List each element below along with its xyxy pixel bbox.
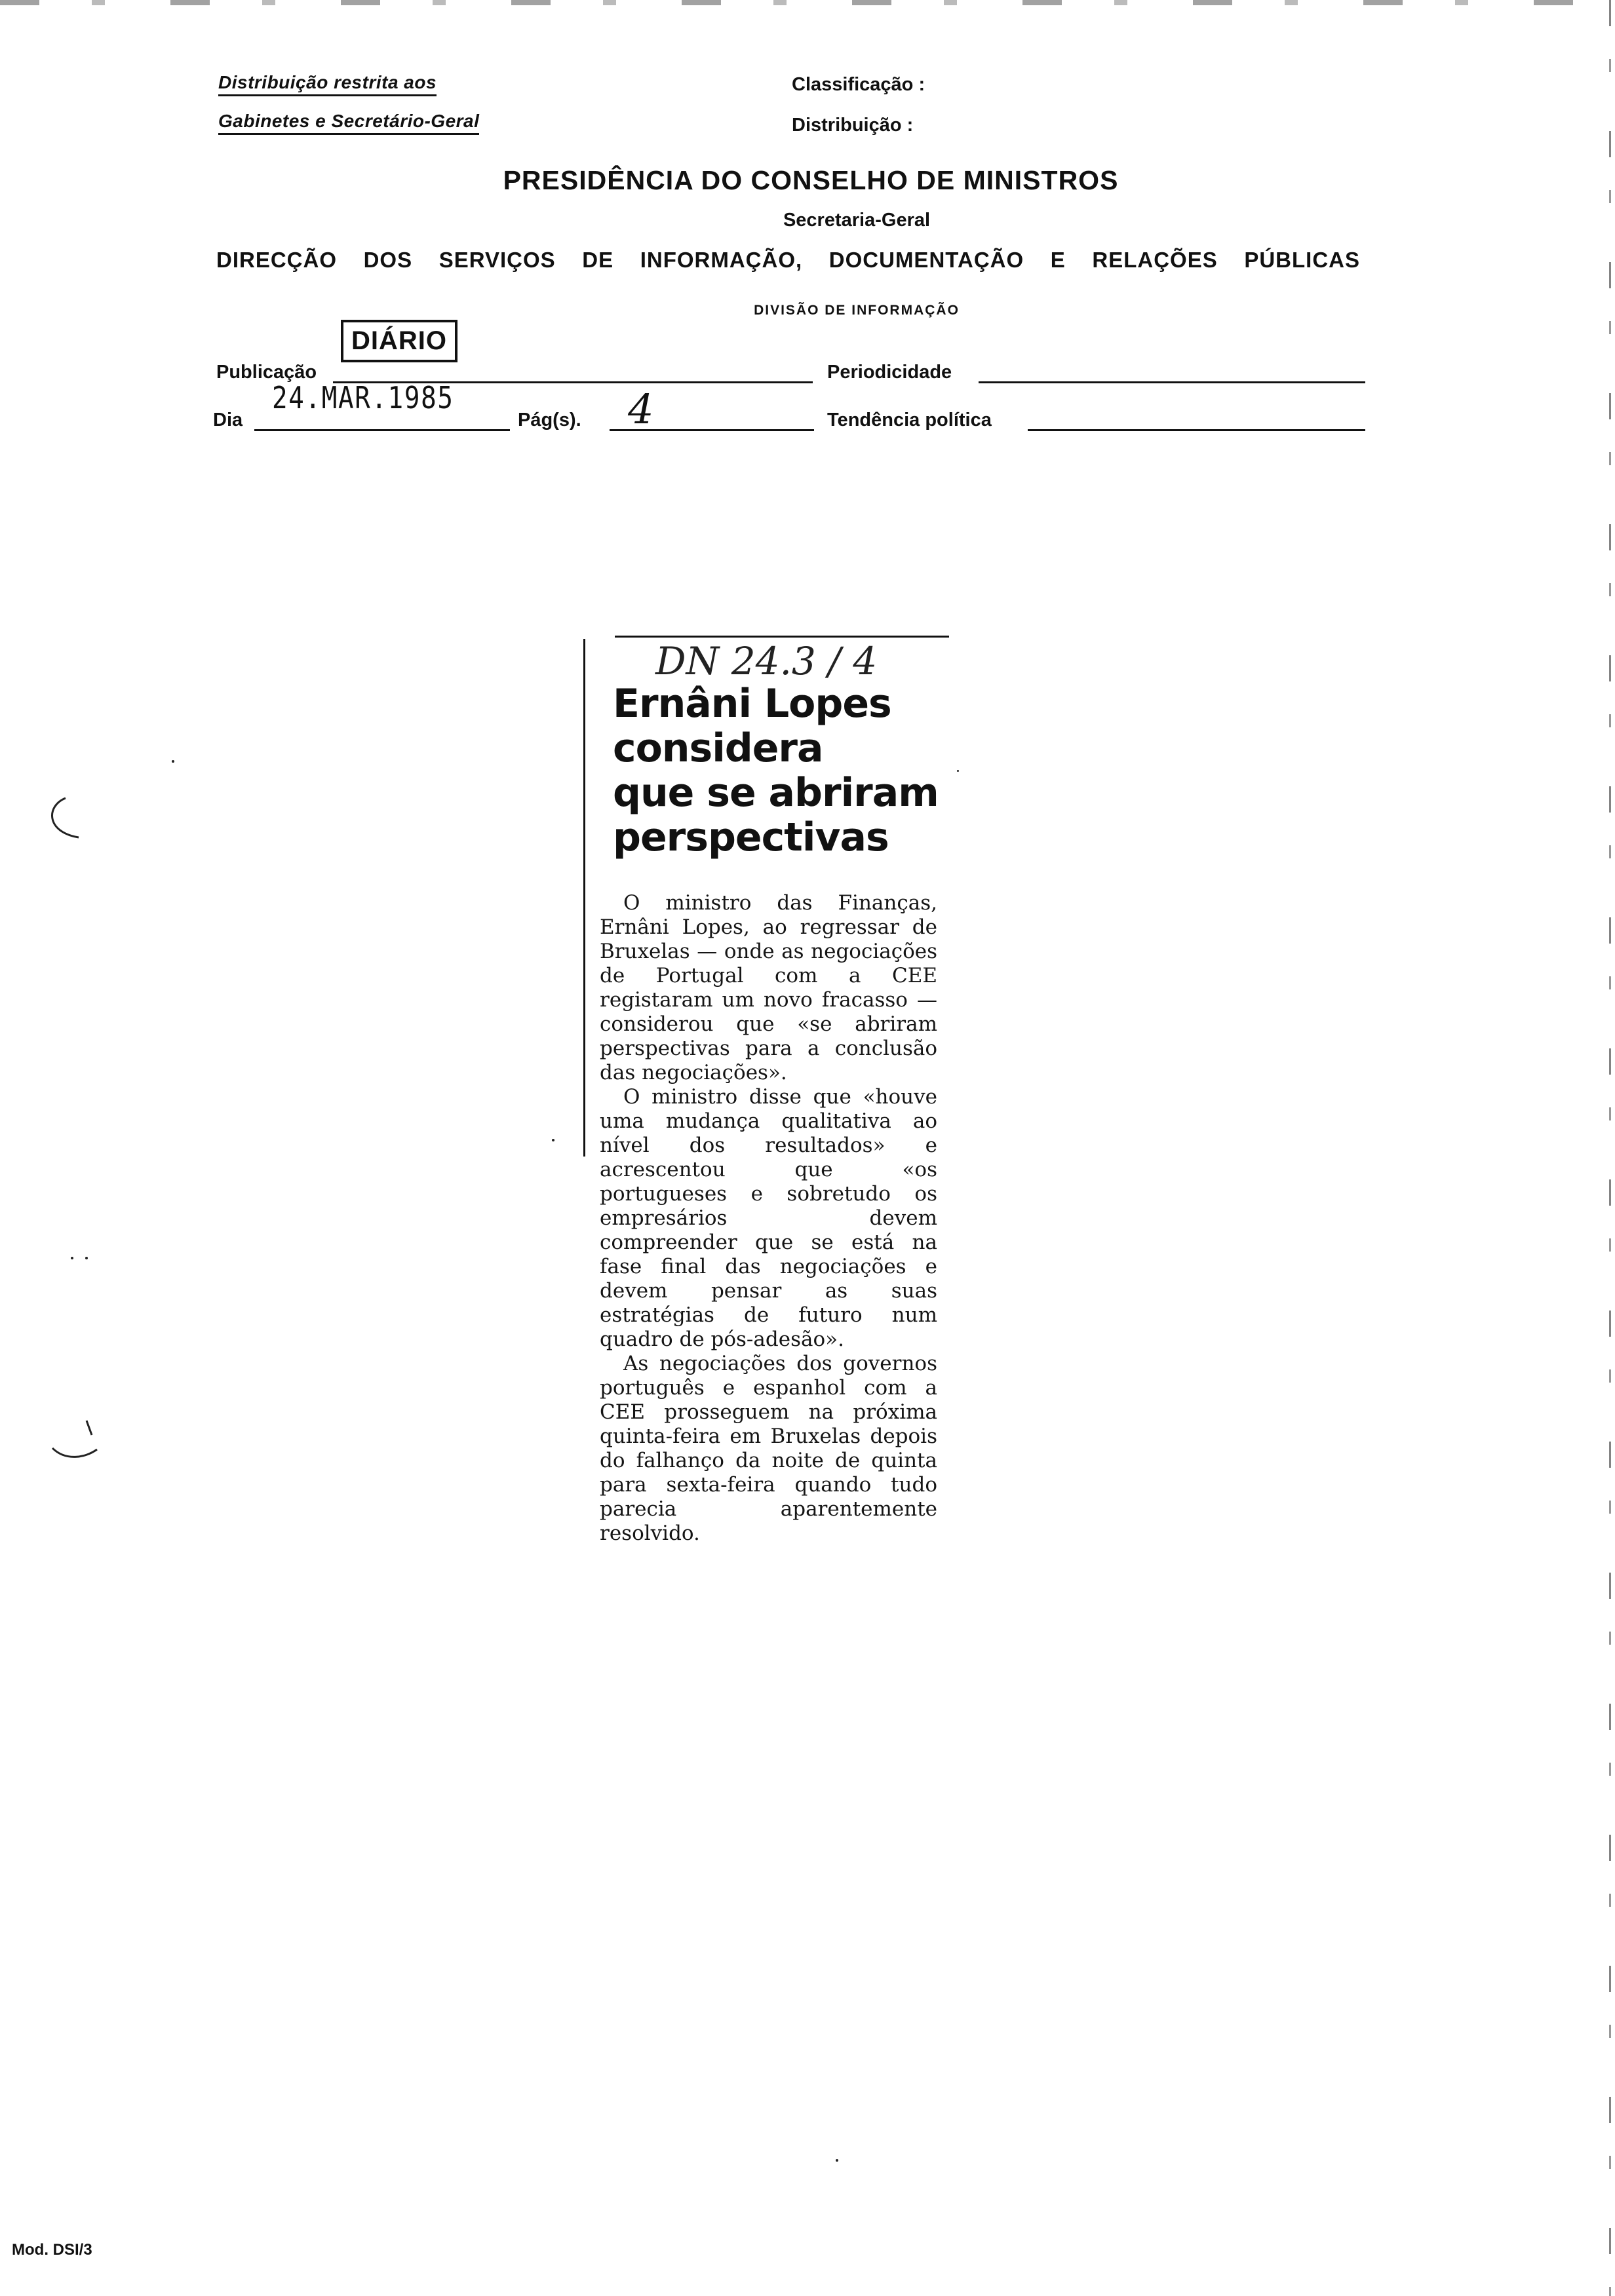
- handwritten-note: DN 24.3 / 4: [655, 639, 878, 683]
- pages-line: [610, 429, 814, 431]
- publication-stamp: DIÁRIO: [341, 320, 457, 362]
- headline-line: considera: [613, 725, 823, 771]
- headline-line: Ernâni Lopes: [613, 681, 891, 727]
- day-label: Dia: [213, 410, 243, 430]
- page-title: PRESIDÊNCIA DO CONSELHO DE MINISTROS: [503, 165, 1119, 195]
- scan-speck: [85, 1257, 88, 1259]
- headline-line: que se abriram: [613, 770, 939, 816]
- day-line: [254, 429, 510, 431]
- distribution-label: Distribuição :: [792, 115, 914, 136]
- distribution-note: [218, 72, 479, 135]
- division-title: DIVISÃO DE INFORMAÇÃO: [754, 303, 960, 318]
- clipping-top-rule: [615, 636, 949, 638]
- article-paragraph: O ministro disse que «houve uma mudança qualitativa ao nível dos resultados» e acrescentou que «os portugueses e sobretudo os empresários devem compreender que se está na fase final das negociações e devem pensar as suas estratégias de futuro num quadro de pós-adesão».: [600, 1085, 937, 1351]
- periodicity-line: [979, 381, 1365, 383]
- article-paragraph: As negociações dos governos português e espanhol com a CEE prosseguem na próxima quinta-feira em Bruxelas depois do falhanço da noite de quinta para sexta-feira quando tudo parecia aparentemente resolvido.: [600, 1352, 937, 1545]
- pages-label: Pág(s).: [518, 410, 581, 430]
- scan-edge-artifact: [1609, 0, 1611, 2296]
- department-title: DIRECÇÃO DOS SERVIÇOS DE INFORMAÇÃO, DOCUMENTAÇÃO E RELAÇÕES PÚBLICAS: [216, 248, 1360, 272]
- model-code: Mod. DSI/3: [12, 2241, 92, 2259]
- periodicity-label: Periodicidade: [827, 362, 952, 383]
- page-subtitle: Secretaria-Geral: [783, 210, 931, 231]
- clipping-side-rule: [583, 639, 585, 1157]
- article-paragraph: O ministro das Finanças, Ernâni Lopes, ao regressar de Bruxelas — onde as negociações de Portugal com a CEE registaram um novo fracasso — considerou que «se abriram perspectivas para a conclusão das negociações».: [600, 891, 937, 1084]
- punch-hole-mark: [39, 793, 92, 845]
- headline-line: perspectivas: [613, 814, 889, 860]
- punch-hole-mark: [46, 1415, 105, 1474]
- pages-value: 4: [628, 385, 654, 433]
- scan-speck: [71, 1257, 73, 1259]
- scan-speck: [172, 760, 174, 763]
- tendency-label: Tendência política: [827, 410, 992, 430]
- distribution-note-line1: Distribuição restrita aos: [218, 72, 437, 96]
- article-body: [600, 891, 937, 1546]
- day-stamp: 24.MAR.1985: [272, 380, 454, 415]
- scan-speck: [552, 1139, 555, 1141]
- scan-top-artifact: [0, 0, 1615, 5]
- article-headline: [613, 681, 954, 860]
- scan-speck: [836, 2159, 838, 2162]
- classification-label: Classificação :: [792, 74, 925, 95]
- publication-label: Publicação: [216, 362, 317, 383]
- scan-speck: [957, 770, 959, 772]
- distribution-note-line2: Gabinetes e Secretário-Geral: [218, 111, 479, 135]
- tendency-line: [1028, 429, 1365, 431]
